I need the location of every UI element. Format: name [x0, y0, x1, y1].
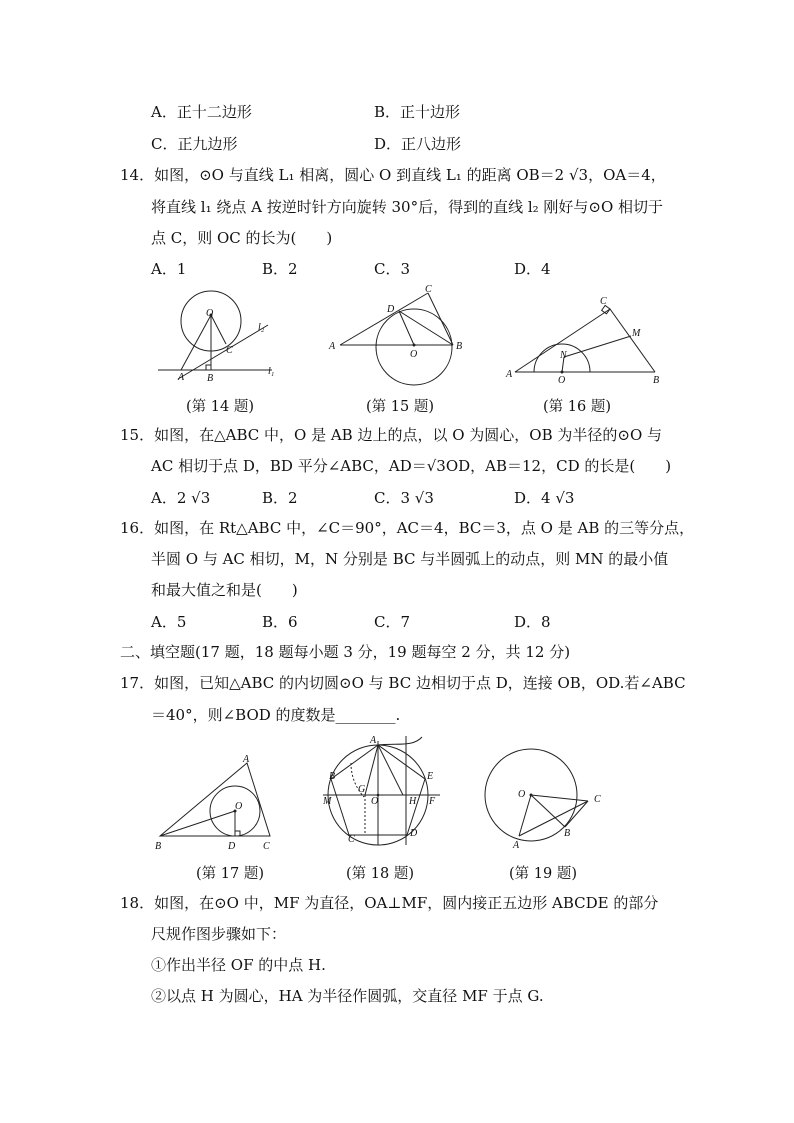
- q15-option-b: B．2: [262, 489, 298, 507]
- q14-option-a: A．1: [151, 260, 187, 278]
- f14-label-l2: l₂: [258, 322, 265, 333]
- q14-option-d: D．4: [514, 260, 551, 278]
- f18-label-m: M: [323, 796, 332, 807]
- caption-fig-14: (第 14 题): [186, 399, 254, 415]
- f18-label-h: H: [409, 796, 417, 807]
- q16-option-d: D．8: [514, 613, 551, 631]
- f18-label-b: B: [329, 771, 336, 782]
- f17-label-o: O: [235, 801, 243, 812]
- f16-label-o: O: [558, 375, 566, 386]
- f15-label-d: D: [387, 304, 395, 315]
- figure-18: [318, 733, 448, 858]
- q16-option-a: A．5: [151, 613, 187, 631]
- f18-label-g: G: [358, 784, 366, 795]
- q18-line2: 尺规作图步骤如下：: [151, 925, 287, 943]
- f14-label-o: O: [206, 308, 214, 319]
- q15-line1: 15．如图，在△ABC 中，O 是 AB 边上的点，以 O 为圆心，OB 为半径的⊙O 与: [120, 426, 663, 444]
- q14-line3: 点 C，则 OC 的长为( ): [151, 229, 333, 247]
- q14-option-b: B．2: [262, 260, 298, 278]
- f19-label-a: A: [513, 840, 520, 851]
- f14-label-l1: l₁: [268, 366, 275, 377]
- f18-label-c: C: [348, 834, 355, 845]
- f16-label-n: N: [560, 350, 567, 361]
- f19-label-o: O: [518, 789, 526, 800]
- q16-line3: 和最大值之和是( ): [151, 581, 298, 599]
- caption-fig-16: (第 16 题): [543, 399, 611, 415]
- q16-option-b: B．6: [262, 613, 298, 631]
- f17-label-a: A: [243, 754, 250, 765]
- q17-line1: 17．如图，已知△ABC 的内切圆⊙O 与 BC 边相切于点 D，连接 OB，OD.若∠ABC: [120, 674, 686, 692]
- q18-line1: 18．如图，在⊙O 中，MF 为直径，OA⊥MF，圆内接正五边形 ABCDE 的部分: [120, 894, 659, 912]
- figure-14: [150, 285, 290, 390]
- q16-option-c: C．7: [374, 613, 411, 631]
- f16-label-b: B: [653, 375, 660, 386]
- f18-label-a: A: [370, 735, 377, 746]
- f17-label-b: B: [155, 841, 162, 852]
- q16-line1: 16．如图，在 Rt△ABC 中，∠C＝90°，AC＝4，BC＝3，点 O 是 AB 的三等分点，: [120, 519, 695, 537]
- q17-line2: ＝40°，则∠BOD 的度数是________.: [151, 706, 401, 724]
- f15-label-c: C: [425, 284, 432, 295]
- q15-option-a: A．2 √3: [151, 489, 211, 507]
- f19-label-c: C: [594, 794, 601, 805]
- q13-option-c: C．正九边形: [151, 135, 238, 153]
- figure-19: [478, 740, 618, 855]
- f16-label-c: C: [600, 296, 607, 307]
- q14-option-c: C．3: [374, 260, 411, 278]
- q14-line2: 将直线 l₁ 绕点 A 按逆时针方向旋转 30°后，得到的直线 l₂ 刚好与⊙O 相切于: [151, 198, 664, 216]
- f18-label-e: E: [427, 771, 434, 782]
- f18-label-f: F: [429, 796, 436, 807]
- caption-fig-17: (第 17 题): [196, 866, 264, 882]
- q15-line2: AC 相切于点 D，BD 平分∠ABC，AD＝√3OD，AB＝12，CD 的长是( ): [151, 457, 672, 475]
- q14-line1: 14．如图，⊙O 与直线 L₁ 相离，圆心 O 到直线 L₁ 的距离 OB＝2 √3，OA＝4，: [120, 166, 666, 184]
- f15-label-a: A: [329, 341, 336, 352]
- f14-label-b: B: [207, 373, 214, 384]
- q18-step2: ②以点 H 为圆心，HA 为半径作圆弧，交直径 MF 于点 G.: [151, 987, 544, 1005]
- f14-label-a: A: [178, 372, 185, 383]
- f19-label-b: B: [564, 828, 571, 839]
- f18-label-o: O: [371, 796, 379, 807]
- f17-label-d: D: [228, 841, 236, 852]
- q13-option-d: D．正八边形: [374, 135, 462, 153]
- f16-label-a: A: [506, 369, 513, 380]
- caption-fig-15: (第 15 题): [366, 399, 434, 415]
- f15-label-o: O: [410, 349, 418, 360]
- section-2-heading: 二、填空题(17 题，18 题每小题 3 分，19 题每空 2 分，共 12 分): [120, 643, 571, 661]
- f17-label-c: C: [263, 841, 270, 852]
- f16-label-m: M: [632, 328, 641, 339]
- caption-fig-19: (第 19 题): [509, 866, 577, 882]
- f14-label-c: C: [226, 345, 233, 356]
- figure-15: [325, 283, 470, 388]
- f18-label-d: D: [410, 828, 418, 839]
- caption-fig-18: (第 18 题): [346, 866, 414, 882]
- q15-option-d: D．4 √3: [514, 489, 575, 507]
- f15-label-b: B: [456, 341, 463, 352]
- q18-step1: ①作出半径 OF 的中点 H.: [151, 956, 326, 974]
- q16-line2: 半圆 O 与 AC 相切，M，N 分别是 BC 与半圆弧上的动点，则 MN 的最小值: [151, 550, 669, 568]
- q15-option-c: C．3 √3: [374, 489, 434, 507]
- figure-16: [503, 292, 668, 387]
- q13-option-b: B．正十边形: [374, 103, 461, 121]
- figure-17: [150, 750, 280, 855]
- q13-option-a: A．正十二边形: [151, 103, 252, 121]
